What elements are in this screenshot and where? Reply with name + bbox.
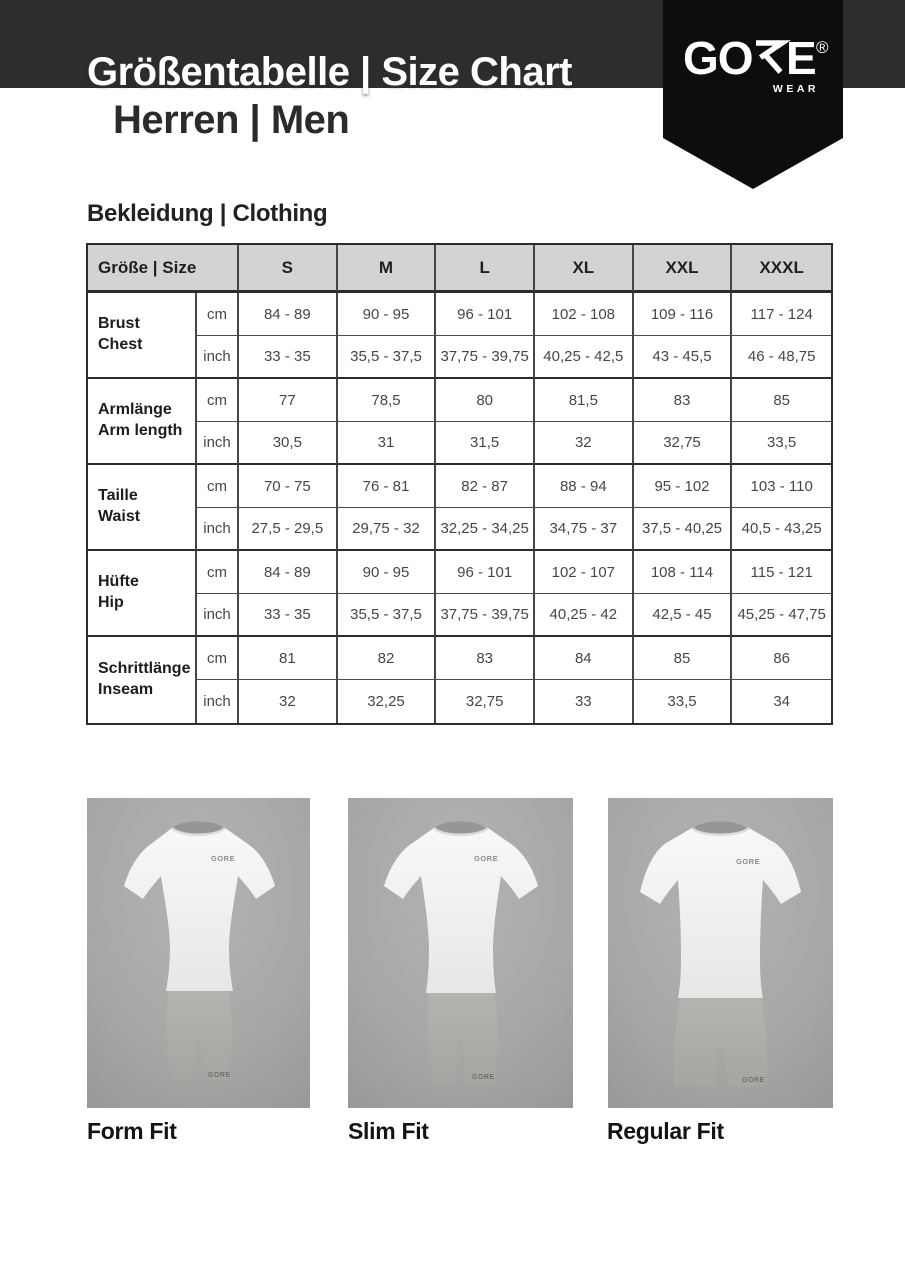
brand-pennant: [663, 0, 843, 190]
shorts-logo-text: GORE: [742, 1077, 765, 1084]
value-cell: 42,5 - 45: [634, 594, 733, 637]
value-cell: 84 - 89: [239, 293, 338, 336]
value-cell: 88 - 94: [535, 465, 634, 508]
value-cell: 33 - 35: [239, 594, 338, 637]
logo-text-wear: WEAR: [772, 83, 819, 95]
row-label-en: Inseam: [98, 681, 154, 698]
value-cell: 32,75: [436, 680, 535, 723]
value-cell: 35,5 - 37,5: [338, 336, 437, 379]
value-cell: 37,5 - 40,25: [634, 508, 733, 551]
row-label-en: Hip: [98, 594, 124, 611]
value-cell: 33,5: [732, 422, 831, 465]
row-label-de: Brust: [98, 315, 140, 333]
unit-cell: cm: [197, 637, 239, 680]
unit-cell: inch: [197, 508, 239, 551]
gore-wear-logo: [683, 38, 835, 100]
value-cell: 90 - 95: [338, 551, 437, 594]
size-header-l: L: [436, 245, 535, 293]
shorts-logo-text: GORE: [208, 1072, 231, 1079]
row-label-hip: [88, 551, 197, 637]
value-cell: 102 - 107: [535, 551, 634, 594]
value-cell: 86: [732, 637, 831, 680]
unit-cell: inch: [197, 336, 239, 379]
value-cell: 46 - 48,75: [732, 336, 831, 379]
value-cell: 32,25 - 34,25: [436, 508, 535, 551]
fit-label-slim: Slim Fit: [348, 1118, 429, 1144]
unit-cell: inch: [197, 680, 239, 723]
value-cell: 77: [239, 379, 338, 422]
row-label-en: Chest: [98, 336, 143, 353]
value-cell: 76 - 81: [338, 465, 437, 508]
fit-label-regular: Regular Fit: [607, 1118, 724, 1144]
value-cell: 32,25: [338, 680, 437, 723]
section-heading: Bekleidung | Clothing: [87, 200, 328, 227]
unit-cell: cm: [197, 379, 239, 422]
value-cell: 34: [773, 693, 790, 710]
row-label-de: Schrittlänge: [98, 660, 191, 678]
value-cell: 117 - 124: [732, 293, 831, 336]
unit-cell: inch: [197, 594, 239, 637]
value-cell: 81: [239, 637, 338, 680]
gore-r-glyph-icon: [756, 43, 782, 72]
value-cell: 85: [732, 379, 831, 422]
row-label-waist: [88, 465, 197, 551]
value-cell: 40,25 - 42: [535, 594, 634, 637]
value-cell: 82: [338, 637, 437, 680]
value-cell: 31: [338, 422, 437, 465]
value-cell: 33 - 35: [239, 336, 338, 379]
registered-mark: ®: [816, 38, 829, 57]
size-header-s: S: [239, 245, 338, 293]
value-cell: 33: [535, 680, 634, 723]
value-cell: 32,75: [634, 422, 733, 465]
chest-logo-text: GORE: [736, 857, 761, 866]
value-cell: 37,75 - 39,75: [436, 336, 535, 379]
unit-cell: cm: [197, 551, 239, 594]
value-cell: 80: [436, 379, 535, 422]
value-cell: 84: [535, 637, 634, 680]
row-label-de: Hüfte: [98, 573, 139, 591]
value-cell: 40,5 - 43,25: [732, 508, 831, 551]
value-cell: 96 - 101: [436, 551, 535, 594]
logo-text-e: E: [786, 38, 817, 84]
value-cell: 78,5: [338, 379, 437, 422]
page-title: Größentabelle | Size Chart: [87, 50, 572, 94]
row-label-en: Waist: [98, 508, 141, 525]
value-cell: 45,25 - 47,75: [732, 594, 831, 637]
value-cell: 102 - 108: [535, 293, 634, 336]
shorts-logo-text: GORE: [472, 1074, 495, 1081]
value-cell: 70 - 75: [239, 465, 338, 508]
value-cell: 43 - 45,5: [634, 336, 733, 379]
value-cell: 31,5: [436, 422, 535, 465]
unit-cell: inch: [197, 422, 239, 465]
value-cell: 81,5: [535, 379, 634, 422]
value-cell: 32: [239, 680, 338, 723]
unit-cell: cm: [197, 293, 239, 336]
value-cell: 35,5 - 37,5: [338, 594, 437, 637]
value-cell: 109 - 116: [634, 293, 733, 336]
row-label-en: Arm length: [98, 422, 183, 439]
row-label-arm-length: [88, 379, 197, 465]
value-cell: 95 - 102: [634, 465, 733, 508]
value-cell: 29,75 - 32: [338, 508, 437, 551]
fit-label-form: Form Fit: [87, 1118, 177, 1144]
page-subtitle: Herren | Men: [113, 98, 350, 142]
value-cell: 30,5: [239, 422, 338, 465]
value-cell: 83: [436, 637, 535, 680]
size-header-xxl: XXL: [634, 245, 733, 293]
row-label-chest: [88, 293, 197, 379]
row-label-inseam: [88, 637, 197, 723]
value-cell: 83: [634, 379, 733, 422]
value-cell: 32: [535, 422, 634, 465]
logo-text-go: GO: [683, 38, 753, 84]
value-cell: 40,25 - 42,5: [535, 336, 634, 379]
row-label-de: Taille: [98, 487, 138, 505]
value-cell: 37,75 - 39,75: [436, 594, 535, 637]
size-header-xl: XL: [535, 245, 634, 293]
value-cell: 84 - 89: [239, 551, 338, 594]
value-cell: 85: [634, 637, 733, 680]
size-header-m: M: [338, 245, 437, 293]
size-header-xxxl: XXXL: [732, 245, 831, 293]
value-cell: 108 - 114: [634, 551, 733, 594]
table-corner-header: Größe | Size: [88, 245, 239, 293]
value-cell: 34,75 - 37: [535, 508, 634, 551]
size-table: [86, 243, 833, 725]
row-label-de: Armlänge: [98, 401, 172, 419]
fit-image-slim: [348, 798, 573, 1108]
value-cell: 33,5: [634, 680, 733, 723]
value-cell: 27,5 - 29,5: [239, 508, 338, 551]
value-cell: 96 - 101: [436, 293, 535, 336]
chest-logo-text: GORE: [211, 854, 236, 863]
value-cell: 82 - 87: [436, 465, 535, 508]
unit-cell: cm: [197, 465, 239, 508]
fit-image-form: [87, 798, 310, 1108]
fit-image-regular: [608, 798, 833, 1108]
value-cell: 103 - 110: [732, 465, 831, 508]
value-cell: 115 - 121: [732, 551, 831, 594]
chest-logo-text: GORE: [474, 854, 499, 863]
value-cell: 90 - 95: [338, 293, 437, 336]
